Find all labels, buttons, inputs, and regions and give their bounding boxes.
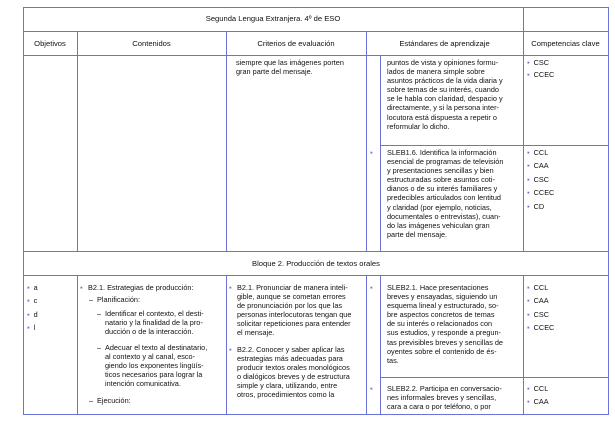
bullet-icon: ▪ xyxy=(527,161,530,171)
criterio-line: B2.2. Conocer y saber aplicar las xyxy=(237,345,345,354)
objetivo-item: ▪ d xyxy=(27,309,38,319)
estandar-line: esquema lineal y estructurado, so- xyxy=(387,301,499,311)
competencia-item: ▪ CCL xyxy=(527,148,549,157)
table-rule xyxy=(23,55,609,56)
table-rule xyxy=(226,31,227,252)
bullet-icon: ▪ xyxy=(527,188,530,198)
contenido-line: Adecuar el texto al destinatario, xyxy=(105,343,208,352)
table-rule xyxy=(366,31,367,252)
competencia-item: ▪ CAA xyxy=(527,296,549,306)
competencia-item: ▪ CSC xyxy=(527,174,550,184)
bullet-icon: ▪ xyxy=(527,397,530,407)
table-rule xyxy=(23,7,24,415)
header-contenidos: Contenidos xyxy=(132,39,171,48)
criterio-line: simple y clara, utilizando, entre xyxy=(237,381,338,391)
estandar-line: documentales o entrevistas), cuan- xyxy=(387,211,501,221)
bullet-icon: ▪ xyxy=(27,309,30,319)
criterio-line: el mensaje. xyxy=(237,328,275,338)
criterio-continuation xyxy=(236,58,362,76)
bullet-icon: ▪ xyxy=(80,283,83,292)
bullet-icon: ▪ xyxy=(527,201,530,211)
contenido-line: al contexto y al canal, esco- xyxy=(105,352,196,362)
dash-icon: – xyxy=(89,396,94,405)
table-rule xyxy=(23,31,609,32)
estandar-line: breves y ensayadas, siguiendo un xyxy=(387,292,498,302)
table-rule xyxy=(523,275,524,415)
bullet-icon: ▪ xyxy=(229,345,232,354)
table-rule xyxy=(23,275,609,276)
competencias-list xyxy=(527,384,549,407)
dash-icon: – xyxy=(97,309,102,318)
table-rule xyxy=(77,31,78,252)
estandar-line: puntos de vista y opiniones formu- xyxy=(387,58,499,67)
header-criterios: Criterios de evaluación xyxy=(257,39,335,48)
criterio-line: otros, procedimientos como la xyxy=(237,390,335,400)
estandar-continuation xyxy=(387,58,520,131)
estandar-line: sobre temas de su interés, cuando xyxy=(387,85,499,95)
bullet-icon: ▪ xyxy=(527,283,530,292)
bullet-icon: ▪ xyxy=(27,296,30,306)
estandar-line: se le habla con claridad, despacio y xyxy=(387,94,503,104)
contenido-line: giendo los exponentes lingüís- xyxy=(105,361,204,371)
block-title: Bloque 2. Producción de textos orales xyxy=(252,259,380,268)
dash-icon: – xyxy=(97,343,102,352)
table-rule xyxy=(380,275,381,415)
estandar-sleb2-1 xyxy=(387,283,520,365)
dash-icon: – xyxy=(89,295,94,304)
estandar-line: y claridad (por ejemplo, noticias, xyxy=(387,202,492,212)
table-rule xyxy=(366,275,367,415)
bullet-icon: ▪ xyxy=(527,174,530,184)
criterio-line: producir textos orales monológicos xyxy=(237,363,350,373)
bullet-icon: ▪ xyxy=(27,322,30,332)
criterio-line: estrategias más adecuadas para xyxy=(237,354,343,364)
estandar-line: tas previsibles breves y sencillas de xyxy=(387,337,503,347)
competencia-item: ▪ CSC xyxy=(527,58,550,67)
estandar-line: do las imágenes vehiculan gran xyxy=(387,220,490,230)
competencias-list xyxy=(527,148,554,211)
bullet-icon: ▪ xyxy=(527,384,530,393)
competencia-item: ▪ CAA xyxy=(527,397,549,407)
table-rule xyxy=(380,55,381,252)
header-objetivos: Objetivos xyxy=(34,39,66,48)
header-competencias: Competencias clave xyxy=(531,39,600,48)
table-rule xyxy=(380,377,609,378)
table-rule xyxy=(226,275,227,415)
bullet-icon: ▪ xyxy=(527,296,530,306)
planificacion-label: Planificación: xyxy=(97,295,140,304)
bullet-icon: ▪ xyxy=(370,148,373,157)
criterio-b2-1 xyxy=(237,283,363,338)
criterio-line: gran parte del mensaje. xyxy=(236,67,313,77)
competencias-list xyxy=(527,58,554,79)
estandar-line: dianos o de su interés familiares y xyxy=(387,184,498,194)
estandar-sleb1-6 xyxy=(387,148,520,239)
bullet-icon: ▪ xyxy=(370,384,373,393)
criterio-line: B2.1. Pronunciar de manera inteli- xyxy=(237,283,348,292)
bullet-icon: ▪ xyxy=(527,309,530,319)
estandar-line: SLEB2.1. Hace presentaciones xyxy=(387,283,489,292)
competencia-item: ▪ CAA xyxy=(527,161,549,171)
contenido-line: ticos necesarios para lograr la xyxy=(105,370,203,380)
estandar-line: esencial de programas de televisión xyxy=(387,157,504,167)
contenido-line: ducción o de la interacción. xyxy=(105,327,194,337)
estandar-line: parte del mensaje. xyxy=(387,229,448,239)
bullet-icon: ▪ xyxy=(527,70,530,80)
contenido-item xyxy=(105,309,223,336)
estandar-line: SLEB1.6. Identifica la información xyxy=(387,148,497,157)
competencia-item: ▪ CCEC xyxy=(527,323,555,333)
estandar-line: locutora está dispuesta a repetir o xyxy=(387,112,497,122)
estandar-line: sus estudios, y responde a pregun- xyxy=(387,328,501,338)
estandar-line: bre aspectos concretos de temas xyxy=(387,310,495,320)
estandar-line: lados de manera simple sobre xyxy=(387,67,485,77)
header-estandares: Estándares de aprendizaje xyxy=(399,39,490,48)
objetivo-item: ▪ l xyxy=(27,322,36,332)
estandar-line: oyentes sobre el contenido de és- xyxy=(387,346,497,356)
bullet-icon: ▪ xyxy=(27,283,30,292)
bullet-icon: ▪ xyxy=(527,323,530,333)
objetivos-list xyxy=(27,283,38,332)
estandar-line: cara a cara o por teléfono, o por xyxy=(387,402,491,412)
contenido-line: intención comunicativa. xyxy=(105,379,181,389)
criterio-line: personas interlocutoras tengan que xyxy=(237,310,352,320)
estandar-line: asuntos prácticos de la vida diaria y xyxy=(387,76,503,86)
estandar-sleb2-2 xyxy=(387,384,520,411)
competencia-item: ▪ CCEC xyxy=(527,70,555,80)
criterio-line: siempre que las imágenes porten xyxy=(236,58,344,67)
table-rule xyxy=(23,7,609,8)
competencia-item: ▪ CCL xyxy=(527,384,549,393)
estandar-line: reformular lo dicho. xyxy=(387,121,450,131)
competencia-item: ▪ CCEC xyxy=(527,188,555,198)
contenido-heading: B2.1. Estrategias de producción: xyxy=(88,283,194,292)
competencias-list xyxy=(527,283,554,333)
bullet-icon: ▪ xyxy=(370,283,373,292)
criterio-b2-2 xyxy=(237,345,363,400)
criterio-line: o dialógicos breves y de estructura xyxy=(237,372,350,382)
criterio-line: solicitar repeticiones para entender xyxy=(237,319,351,329)
objetivo-item: ▪ a xyxy=(27,283,38,292)
estandar-line: directamente, y si la persona inter- xyxy=(387,103,499,113)
estandar-line: tas. xyxy=(387,355,399,365)
criterio-line: de pronunciación por los que las xyxy=(237,301,343,311)
competencia-item: ▪ CSC xyxy=(527,309,550,319)
contenido-item xyxy=(105,343,223,388)
competencia-item: ▪ CCL xyxy=(527,283,549,292)
estandar-line: SLEB2.2. Participa en conversacio- xyxy=(387,384,502,393)
estandar-line: predecibles articulados con lentitud xyxy=(387,193,501,203)
estandar-line: de su interés o relacionados con xyxy=(387,319,493,329)
estandar-line: nes informales breves y sencillas, xyxy=(387,393,497,403)
table-rule xyxy=(23,251,609,252)
contenido-line: Identificar el contexto, el desti- xyxy=(105,309,204,318)
competencia-item: ▪ CD xyxy=(527,201,545,211)
table-rule xyxy=(380,145,609,146)
estandar-line: y presentaciones sencillas y bien xyxy=(387,166,494,176)
estandar-line: estructuradas sobre asuntos coti- xyxy=(387,175,495,185)
contenido-line: natario y la finalidad de la pro- xyxy=(105,318,203,328)
bullet-icon: ▪ xyxy=(527,58,530,67)
table-title: Segunda Lengua Extranjera. 4º de ESO xyxy=(205,14,341,23)
bullet-icon: ▪ xyxy=(527,148,530,157)
criterio-line: gible, aunque se cometan errores xyxy=(237,292,346,302)
ejecucion-label: Ejecución: xyxy=(97,396,131,405)
bullet-icon: ▪ xyxy=(229,283,232,292)
table-rule xyxy=(608,7,609,415)
table-rule xyxy=(77,275,78,415)
table-rule xyxy=(23,414,609,415)
objetivo-item: ▪ c xyxy=(27,296,38,306)
